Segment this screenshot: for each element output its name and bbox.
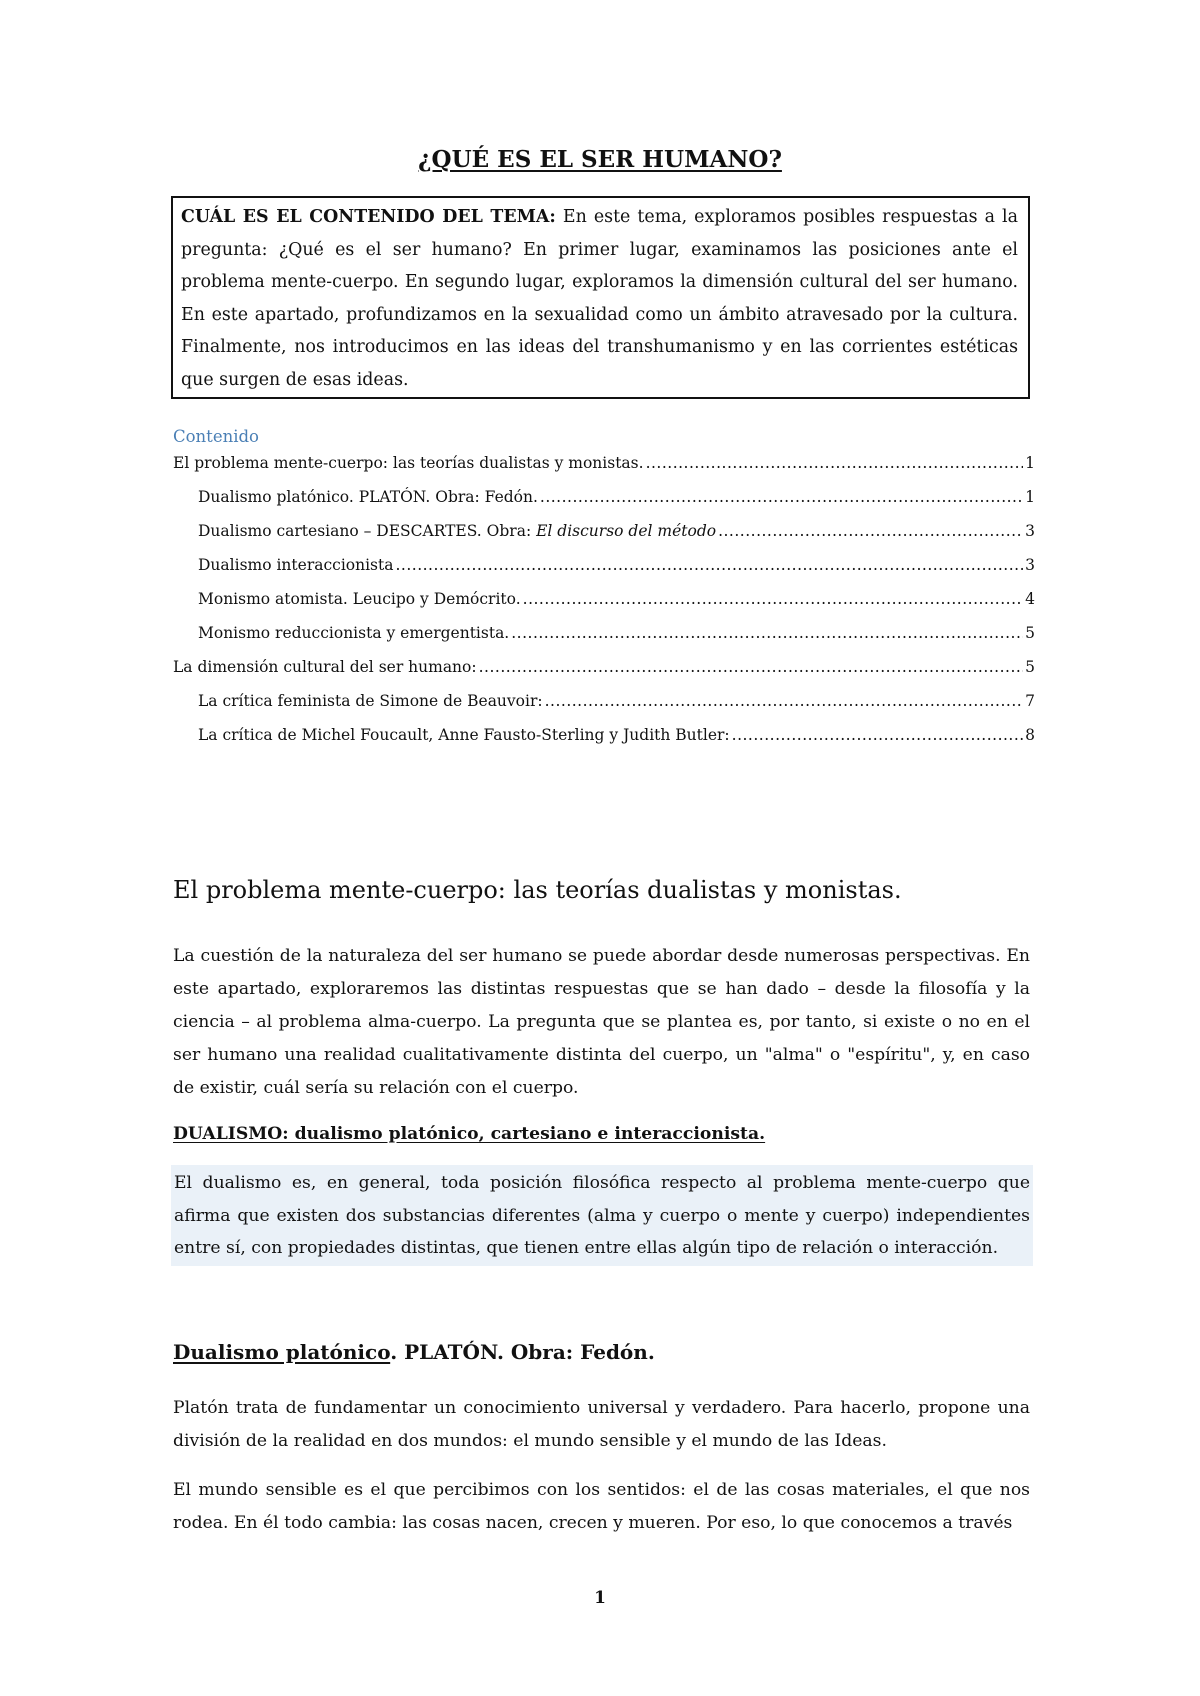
- toc-entry-page: 8: [1025, 726, 1035, 744]
- platonic-heading: [173, 1340, 655, 1364]
- section-heading: El problema mente-cuerpo: las teorías dualistas y monistas.: [173, 876, 902, 904]
- summary-box: [171, 196, 1030, 399]
- toc-entry-label: La crítica feminista de Simone de Beauvoir:: [198, 692, 543, 710]
- toc-heading: Contenido: [173, 427, 259, 446]
- toc-entry[interactable]: [198, 488, 1035, 512]
- toc-entry-label: Monismo reduccionista y emergentista.: [198, 624, 510, 642]
- toc-entry[interactable]: [173, 454, 1035, 478]
- toc-entry-page: 4: [1025, 590, 1035, 608]
- toc-leader: [540, 488, 1023, 506]
- platonic-paragraph-1: Platón trata de fundamentar un conocimiento universal y verdadero. Para hacerlo, propone una división de la realidad en dos mundos: el mundo sensible y el mundo de las Ideas.: [173, 1398, 1030, 1451]
- toc-leader: [395, 556, 1023, 574]
- toc-entry-page: 3: [1025, 522, 1035, 540]
- toc-entry[interactable]: [198, 692, 1035, 716]
- toc-entry-label: [198, 522, 716, 540]
- platonic-heading-rest: . PLATÓN. Obra: Fedón.: [390, 1340, 655, 1364]
- toc-entry-label: Dualismo platónico. PLATÓN. Obra: Fedón.: [198, 488, 538, 506]
- dualism-definition-box: El dualismo es, en general, toda posición filosófica respecto al problema mente-cuerpo que afirma que existen dos substancias diferentes (alma y cuerpo o mente y cuerpo) independientes entre sí, con propiedades distintas, que tienen entre ellas algún tipo de relación o interacción.: [171, 1165, 1033, 1266]
- summary-text: En este tema, exploramos posibles respuestas a la pregunta: ¿Qué es el ser humano? En primer lugar, examinamos las posiciones ante el problema mente-cuerpo. En segundo lugar, exploramos la dimensión cultural del ser humano. En este apartado, profundizamos en la sexualidad como un ámbito atravesado por la cultura. Finalmente, nos introducimos en las ideas del transhumanismo y en las corrientes estéticas que surgen de esas ideas.: [181, 207, 1018, 390]
- toc-entry[interactable]: [198, 522, 1035, 546]
- toc-entry[interactable]: [173, 658, 1035, 682]
- dualism-subheading: DUALISMO: dualismo platónico, cartesiano e interaccionista.: [173, 1124, 766, 1144]
- toc-entry[interactable]: [198, 726, 1035, 750]
- toc-entry-label-italic: El discurso del método: [536, 522, 717, 540]
- toc-entry-page: 7: [1025, 692, 1035, 710]
- toc-leader: [479, 658, 1024, 676]
- toc-entry-page: 5: [1025, 624, 1035, 642]
- toc-entry[interactable]: [198, 556, 1035, 580]
- toc-leader: [545, 692, 1024, 710]
- toc-leader: [511, 624, 1023, 642]
- toc-entry-label: La dimensión cultural del ser humano:: [173, 658, 477, 676]
- toc-entry[interactable]: [198, 590, 1035, 614]
- platonic-paragraph-2: El mundo sensible es el que percibimos con los sentidos: el de las cosas materiales, el que nos rodea. En él todo cambia: las cosas nacen, crecen y mueren. Por eso, lo que conocemos a través: [173, 1480, 1030, 1533]
- intro-paragraph: La cuestión de la naturaleza del ser humano se puede abordar desde numerosas perspectivas. En este apartado, exploraremos las distintas respuestas que se han dado – desde la filosofía y la ciencia – al problema alma-cuerpo. La pregunta que se plantea es, por tanto, si existe o no en el ser humano una realidad cualitativamente distinta del cuerpo, un "alma" o "espíritu", y, en caso de existir, cuál sería su relación con el cuerpo.: [173, 946, 1030, 1098]
- toc-entry-page: 1: [1025, 488, 1035, 506]
- toc-entry-label: Dualismo interaccionista: [198, 556, 394, 574]
- summary-label: CUÁL ES EL CONTENIDO DEL TEMA:: [181, 207, 556, 227]
- platonic-heading-underlined: Dualismo platónico: [173, 1340, 391, 1364]
- toc-entry[interactable]: [198, 624, 1035, 648]
- document-title: ¿QUÉ ES EL SER HUMANO?: [418, 146, 782, 173]
- toc-entry-label: La crítica de Michel Foucault, Anne Fausto-Sterling y Judith Butler:: [198, 726, 730, 744]
- toc-leader: [718, 522, 1023, 540]
- toc-leader: [646, 454, 1024, 472]
- toc-entry-label-text: Dualismo cartesiano – DESCARTES. Obra:: [198, 522, 537, 540]
- toc-entry-page: 5: [1025, 658, 1035, 676]
- toc-entry-label: Monismo atomista. Leucipo y Demócrito.: [198, 590, 521, 608]
- toc-leader: [523, 590, 1023, 608]
- toc-entry-page: 1: [1025, 454, 1035, 472]
- toc-entry-label: El problema mente-cuerpo: las teorías dualistas y monistas.: [173, 454, 644, 472]
- page-number: 1: [594, 1588, 606, 1608]
- toc-entry-page: 3: [1025, 556, 1035, 574]
- toc-leader: [732, 726, 1023, 744]
